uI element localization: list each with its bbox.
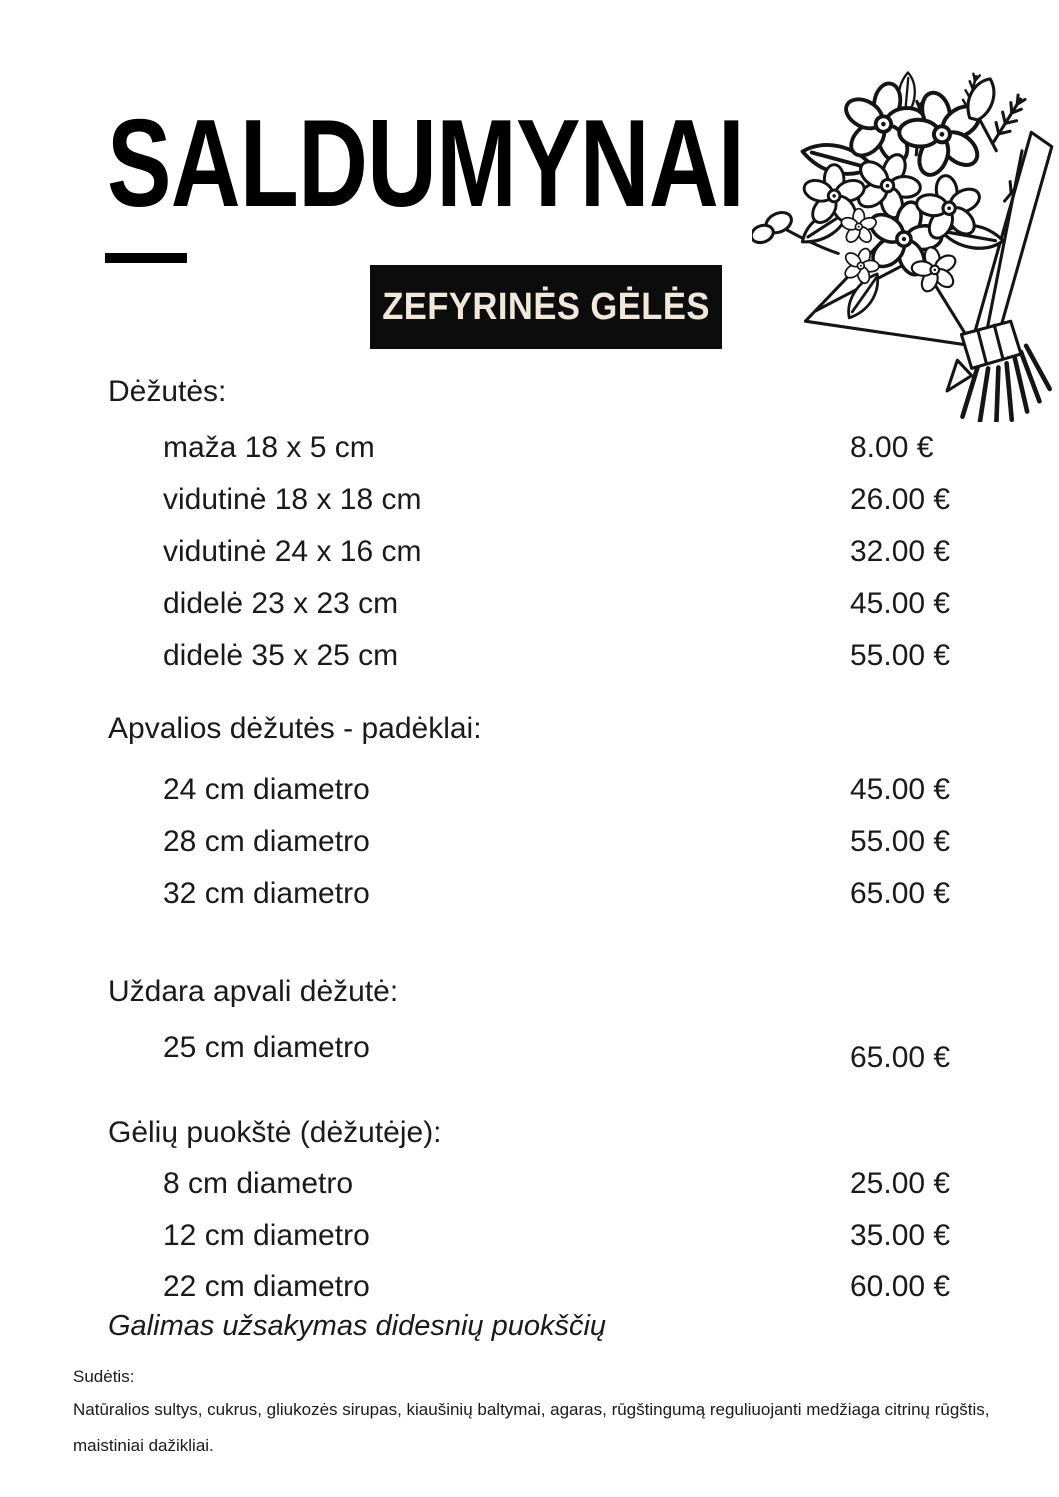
price-row xyxy=(0,1218,1059,1254)
item-label: 28 cm diametro xyxy=(163,825,370,858)
item-label: 32 cm diametro xyxy=(163,877,370,910)
item-label: vidutinė 18 x 18 cm xyxy=(163,483,422,516)
item-label: didelė 23 x 23 cm xyxy=(163,587,399,620)
item-price: 55.00 € xyxy=(850,825,951,858)
item-price: 65.00 € xyxy=(850,1041,951,1074)
price-row xyxy=(0,1269,1059,1305)
price-row xyxy=(0,1030,1059,1074)
section-heading-puokste: Gėlių puokštė (dėžutėje): xyxy=(108,1116,442,1149)
section-heading-dezutes: Dėžutės: xyxy=(108,375,227,408)
page-title: SALDUMYNAI xyxy=(107,95,744,233)
item-label: didelė 35 x 25 cm xyxy=(163,639,399,672)
section-heading-uzdara: Uždara apvali dėžutė: xyxy=(108,975,399,1008)
section-heading-apvalios: Apvalios dėžutės - padėklai: xyxy=(108,712,482,745)
price-row xyxy=(0,1166,1059,1202)
category-badge xyxy=(370,265,722,349)
title-underline-dash xyxy=(105,253,187,263)
item-price: 26.00 € xyxy=(850,483,951,516)
note-text: Galimas užsakymas didesnių puokščių xyxy=(108,1310,607,1342)
ingredients-text: Natūralios sultys, cukrus, gliukozės sirupas, kiaušinių baltymai, agaras, rūgštingumą reguliuojanti medžiaga citrinų rūgštis, maistiniai dažikliai. xyxy=(73,1400,990,1455)
item-label: 25 cm diametro xyxy=(163,1031,370,1064)
item-label: 8 cm diametro xyxy=(163,1167,354,1200)
item-label: 22 cm diametro xyxy=(163,1270,370,1303)
flower-bouquet-icon xyxy=(752,52,1059,422)
ingredients-heading: Sudėtis: xyxy=(73,1367,135,1386)
item-label: 12 cm diametro xyxy=(163,1219,370,1252)
price-row xyxy=(0,534,1059,570)
item-price: 55.00 € xyxy=(850,639,951,672)
price-row xyxy=(0,586,1059,622)
item-label: 24 cm diametro xyxy=(163,773,370,806)
item-price: 60.00 € xyxy=(850,1270,951,1303)
category-badge-label: ZEFYRINĖS GĖLĖS xyxy=(382,285,710,328)
item-price: 25.00 € xyxy=(850,1167,951,1200)
item-price: 35.00 € xyxy=(850,1219,951,1252)
price-row xyxy=(0,876,1059,912)
item-label: maža 18 x 5 cm xyxy=(163,431,375,464)
item-price: 45.00 € xyxy=(850,587,951,620)
price-row xyxy=(0,430,1059,466)
item-label: vidutinė 24 x 16 cm xyxy=(163,535,422,568)
price-row xyxy=(0,638,1059,674)
price-row xyxy=(0,482,1059,518)
price-row xyxy=(0,772,1059,808)
price-row xyxy=(0,824,1059,860)
item-price: 32.00 € xyxy=(850,535,951,568)
item-price: 8.00 € xyxy=(850,431,934,464)
item-price: 65.00 € xyxy=(850,877,951,910)
item-price: 45.00 € xyxy=(850,773,951,806)
